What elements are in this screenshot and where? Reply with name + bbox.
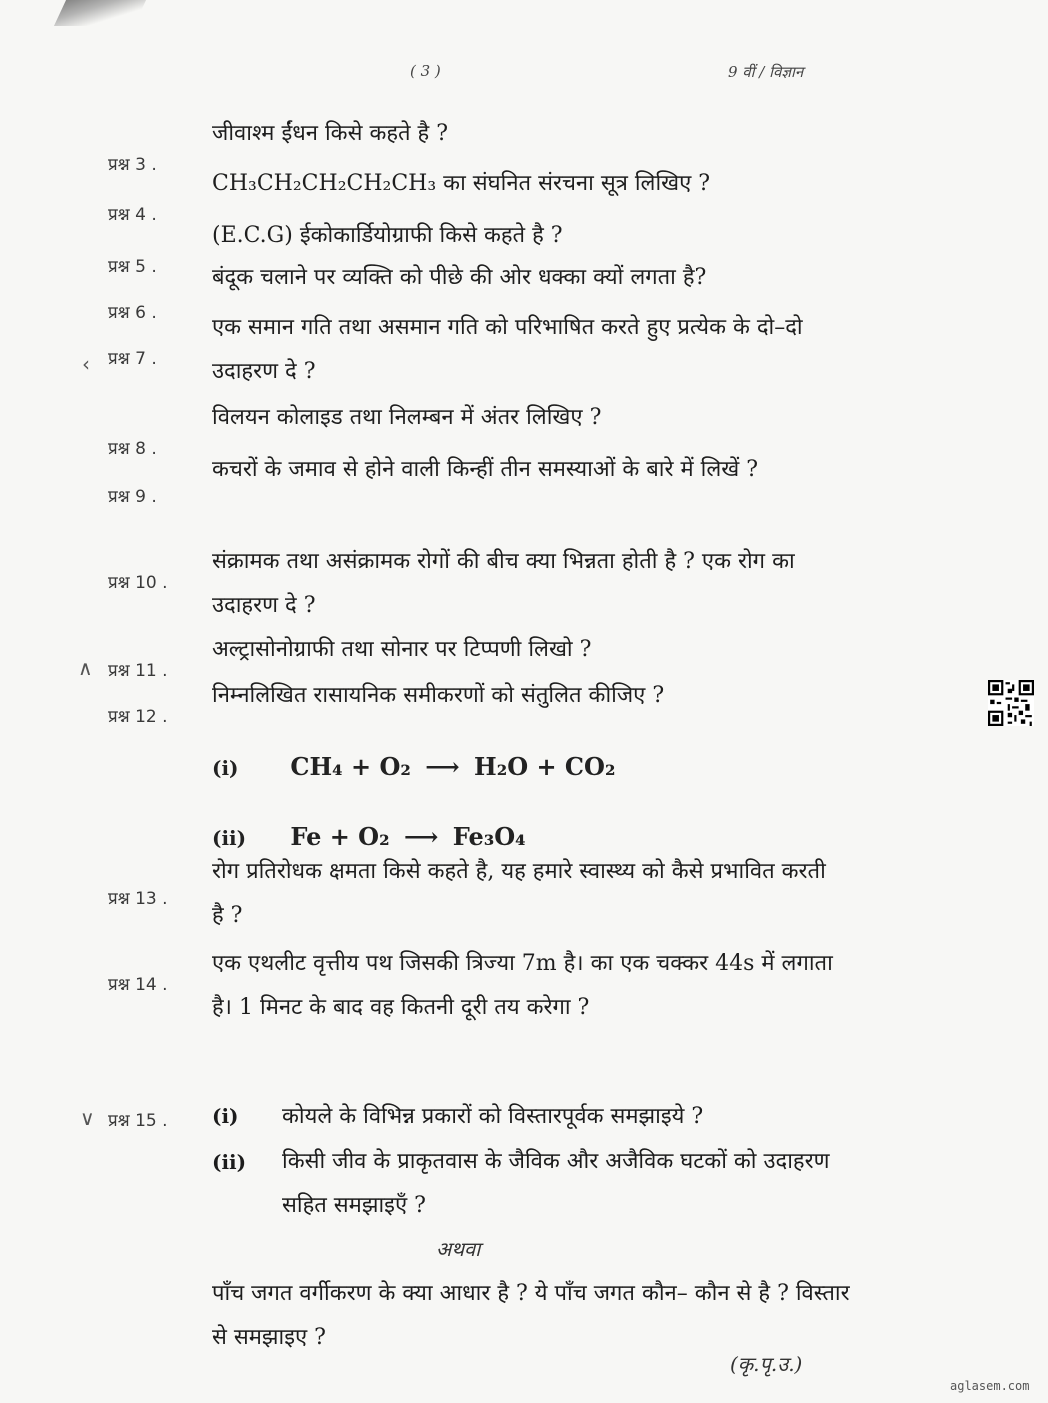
equation-number: (i) [212,756,239,780]
margin-mark: ∨ [80,1106,95,1130]
question-text: कचरों के जमाव से होने वाली किन्हीं तीन समस्याओं के बारे में लिखें ? [212,457,759,482]
athva-label: अथवा [436,1237,481,1261]
question-label: प्रश्न 8 . [108,439,157,459]
question-text: एक एथलीट वृत्तीय पथ जिसकी त्रिज्या 7m है। का एक चक्कर 44s में लगाता है। 1 मिनट के बाद वह कितनी दूरी तय करेगा ? [212,951,833,1020]
part-number: (i) [212,1104,239,1128]
question-label: प्रश्न 5 . [108,257,157,277]
arrow-icon: ⟶ [403,822,439,851]
equation-lhs: CH₄ + O₂ [290,752,411,781]
question-text: एक समान गति तथा असमान गति को परिभाषित करते हुए प्रत्येक के दो–दो उदाहरण दे ? [212,315,803,384]
question-label: प्रश्न 9 . [108,487,157,507]
footer-watermark: aglasem.com [950,1379,1030,1393]
equation-lhs: Fe + O₂ [290,822,390,851]
question-label: प्रश्न 13 . [108,889,168,909]
equation-number: (ii) [212,826,247,850]
equation-2 [212,822,526,851]
qr-code-icon [988,680,1034,726]
question-text: CH₃CH₂CH₂CH₂CH₃ का संघनित संरचना सूत्र लिखिए ? [212,171,711,196]
question-text: संक्रामक तथा असंक्रामक रोगों की बीच क्या भिन्नता होती है ? एक रोग का उदाहरण दे ? [212,549,795,618]
margin-mark: ∧ [78,656,93,680]
question-label: प्रश्न 4 . [108,205,157,225]
page-number: ( 3 ) [410,62,441,80]
part-text: किसी जीव के प्राकृतवास के जैविक और अजैविक घटकों को उदाहरण सहित समझाइएँ ? [282,1149,830,1218]
margin-mark: ‹ [82,352,90,376]
arrow-icon: ⟶ [425,752,460,781]
class-subject: 9 वीं / विज्ञान [728,63,804,81]
question-label: प्रश्न 11 . [108,661,168,681]
question-text: अल्ट्रासोनोग्राफी तथा सोनार पर टिप्पणी लिखो ? [212,637,592,662]
question-label: प्रश्न 14 . [108,975,168,995]
please-turn-over: (कृ.पृ.उ.) [730,1352,803,1376]
equation-rhs: H₂O + CO₂ [474,752,616,781]
question-label: प्रश्न 3 . [108,155,157,175]
scan-corner-mark [54,0,146,26]
equation-1 [212,752,615,781]
equation-rhs: Fe₃O₄ [452,822,526,851]
question-text: (E.C.G) ईकोकार्डियोग्राफी किसे कहते है ? [212,223,563,248]
question-text: जीवाश्म ईंधन किसे कहते है ? [212,121,449,146]
part-text: कोयले के विभिन्न प्रकारों को विस्तारपूर्वक समझाइये ? [282,1104,704,1129]
question-label: प्रश्न 10 . [108,573,168,593]
question-label: प्रश्न 6 . [108,303,157,323]
question-label: प्रश्न 15 . [108,1111,168,1131]
question-text: निम्नलिखित रासायनिक समीकरणों को संतुलित कीजिए ? [212,683,665,708]
question-15-part-ii [212,1140,852,1228]
question-text: बंदूक चलाने पर व्यक्ति को पीछे की ओर धक्का क्यों लगता है? [212,265,707,290]
question-text: रोग प्रतिरोधक क्षमता किसे कहते है, यह हमारे स्वास्थ्य को कैसे प्रभावित करती है ? [212,859,826,928]
question-label: प्रश्न 12 . [108,707,168,727]
question-text: विलयन कोलाइड तथा निलम्बन में अंतर लिखिए ? [212,405,602,430]
alternative-question: पाँच जगत वर्गीकरण के क्या आधार है ? ये पाँच जगत कौन– कौन से है ? विस्तार से समझाइए ? [212,1281,850,1350]
question-label: प्रश्न 7 . [108,349,157,369]
question-15-part-i [212,1094,852,1139]
part-number: (ii) [212,1150,247,1174]
